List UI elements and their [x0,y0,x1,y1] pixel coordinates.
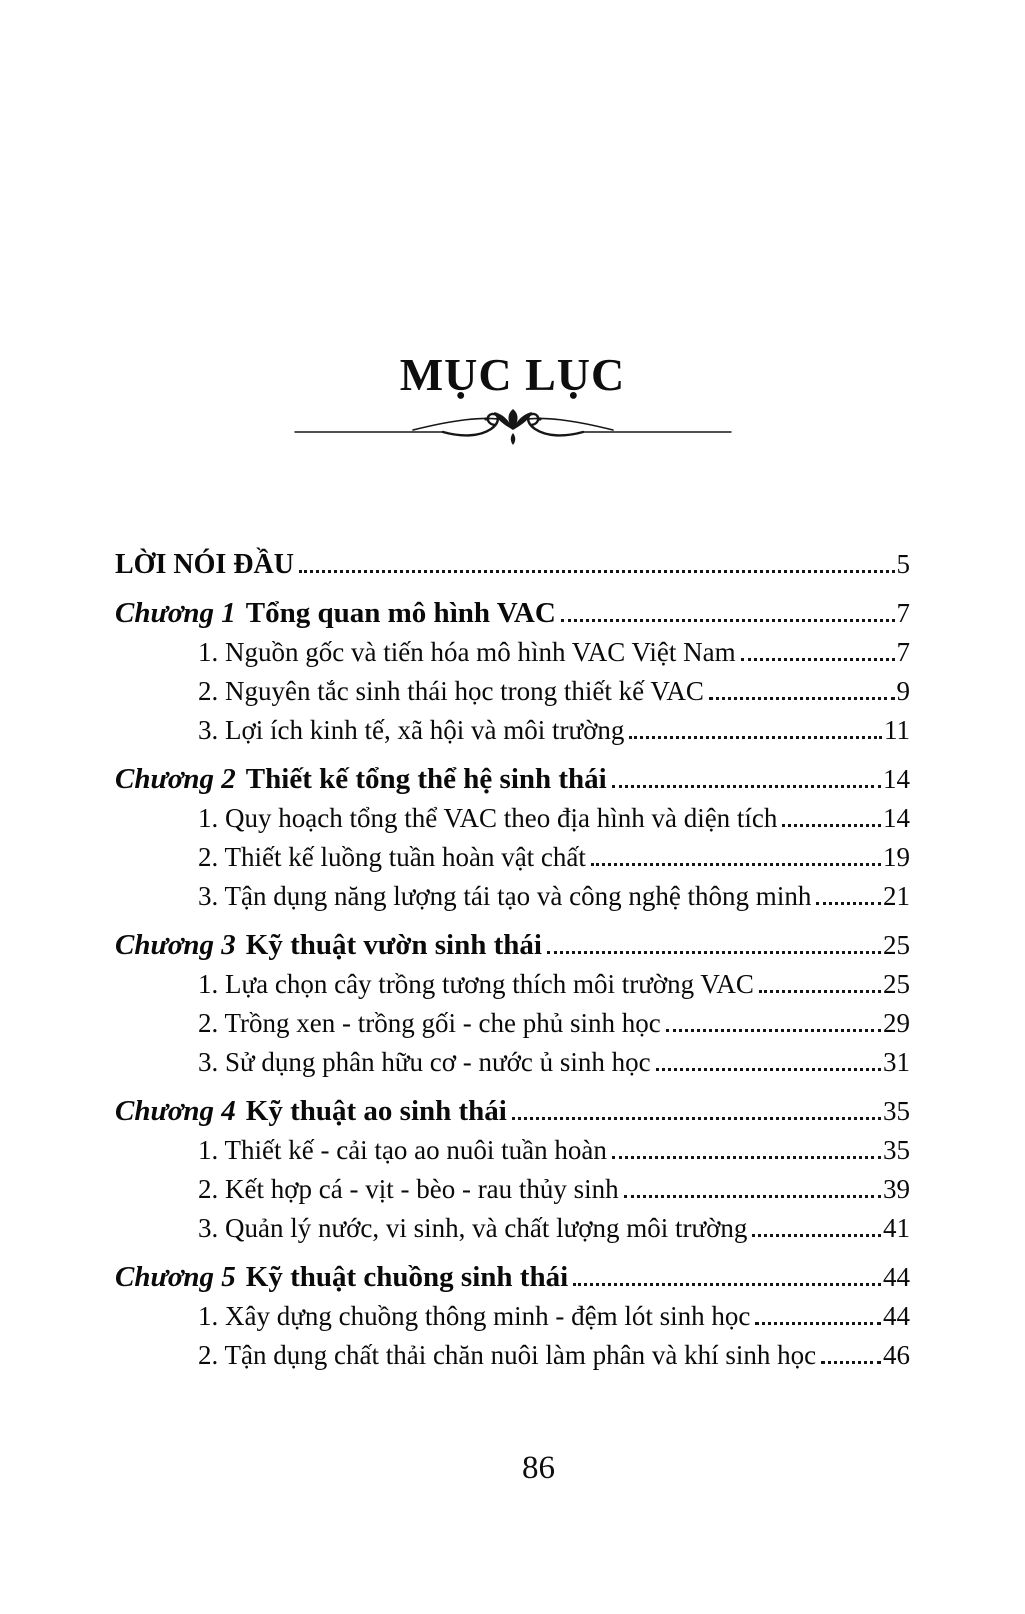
dot-leader [656,1068,881,1071]
toc-entry-chapter-5 [115,1258,910,1297]
toc-entry-chapter-1 [115,594,910,633]
chapter-prefix: Chương 4 [115,1095,236,1127]
entry-page-number: 5 [896,549,910,579]
toc-entry-chapter-2 [115,760,910,799]
chapter-prefix: Chương 1 [115,597,236,629]
entry-title: 3. Tận dụng năng lượng tái tạo và công nghệ thông minh [198,881,812,911]
dot-leader [666,1029,881,1032]
dot-leader [624,1195,881,1198]
entry-page-number: 46 [883,1340,910,1370]
toc-entry [115,1170,910,1209]
toc-entry-front-matter [115,545,910,584]
table-of-contents [115,545,910,1375]
toc-entry [115,838,910,877]
entry-title: Kỹ thuật ao sinh thái [245,1095,507,1127]
dot-leader [512,1117,881,1120]
entry-title: 1. Nguồn gốc và tiến hóa mô hình VAC Việt Nam [198,637,736,667]
toc-entry [115,1131,910,1170]
entry-page-number: 14 [883,764,910,794]
entry-page-number: 35 [883,1135,910,1165]
toc-entry [115,1043,910,1082]
entry-title: 2. Tận dụng chất thải chăn nuôi làm phân và khí sinh học [198,1340,817,1370]
toc-entry [115,672,910,711]
entry-title: 2. Trồng xen - trồng gối - che phủ sinh học [198,1008,661,1038]
entry-page-number: 31 [883,1047,910,1077]
toc-entry [115,1004,910,1043]
entry-page-number: 29 [883,1008,910,1038]
dot-leader [612,1156,881,1159]
entry-page-number: 25 [883,969,910,999]
entry-title: 2. Thiết kế luồng tuần hoàn vật chất [198,842,586,872]
entry-title: 1. Xây dựng chuồng thông minh - đệm lót sinh học [198,1301,751,1331]
entry-page-number: 21 [883,881,910,911]
toc-entry-chapter-4 [115,1092,910,1131]
entry-page-number: 41 [883,1213,910,1243]
entry-page-number: 35 [883,1096,910,1126]
toc-entry [115,711,910,750]
chapter-prefix: Chương 5 [115,1261,236,1293]
page-title: MỤC LỤC [399,349,626,400]
entry-title: Thiết kế tổng thể hệ sinh thái [245,763,607,795]
page-number: 86 [522,1450,555,1486]
toc-entry-chapter-3 [115,926,910,965]
dot-leader [547,951,881,954]
dot-leader [821,1361,881,1364]
entry-title: Kỹ thuật vườn sinh thái [245,929,542,961]
toc-entry [115,1336,910,1375]
entry-title: Tổng quan mô hình VAC [245,597,556,629]
toc-entry [115,965,910,1004]
entry-title: 1. Lựa chọn cây trồng tương thích môi trường VAC [198,969,754,999]
toc-entry [115,799,910,838]
dot-leader [629,736,882,739]
divider-flourish-icon [0,408,1025,448]
entry-page-number: 25 [883,930,910,960]
dot-leader [752,1234,881,1237]
dot-leader [591,863,881,866]
entry-page-number: 9 [896,676,910,706]
dot-leader [561,619,895,622]
dot-leader [612,785,881,788]
dot-leader [299,570,895,573]
entry-title: 3. Lợi ích kinh tế, xã hội và môi trường [198,715,625,745]
entry-title: Kỹ thuật chuồng sinh thái [245,1261,569,1293]
dot-leader [709,697,895,700]
entry-title: 1. Quy hoạch tổng thể VAC theo địa hình và diện tích [198,803,778,833]
dot-leader [741,658,895,661]
toc-entry [115,1209,910,1248]
entry-title: LỜI NÓI ĐẦU [115,549,294,580]
entry-title: 1. Thiết kế - cải tạo ao nuôi tuần hoàn [198,1135,607,1165]
entry-page-number: 7 [896,637,910,667]
toc-entry [115,1297,910,1336]
toc-entry [115,633,910,672]
dot-leader [573,1283,881,1286]
entry-page-number: 14 [883,803,910,833]
entry-page-number: 44 [883,1262,910,1292]
entry-title: 2. Nguyên tắc sinh thái học trong thiết kế VAC [198,676,704,706]
entry-title: 3. Sử dụng phân hữu cơ - nước ủ sinh học [198,1047,651,1077]
entry-page-number: 7 [896,598,910,628]
entry-title: 3. Quản lý nước, vi sinh, và chất lượng môi trường [198,1213,748,1243]
dot-leader [816,902,881,905]
entry-page-number: 44 [883,1301,910,1331]
dot-leader [759,990,881,993]
dot-leader [755,1322,881,1325]
entry-page-number: 19 [883,842,910,872]
chapter-prefix: Chương 3 [115,929,236,961]
entry-page-number: 11 [884,715,910,745]
entry-title: 2. Kết hợp cá - vịt - bèo - rau thủy sinh [198,1174,619,1204]
entry-page-number: 39 [883,1174,910,1204]
toc-entry [115,877,910,916]
chapter-prefix: Chương 2 [115,763,236,795]
dot-leader [782,824,881,827]
